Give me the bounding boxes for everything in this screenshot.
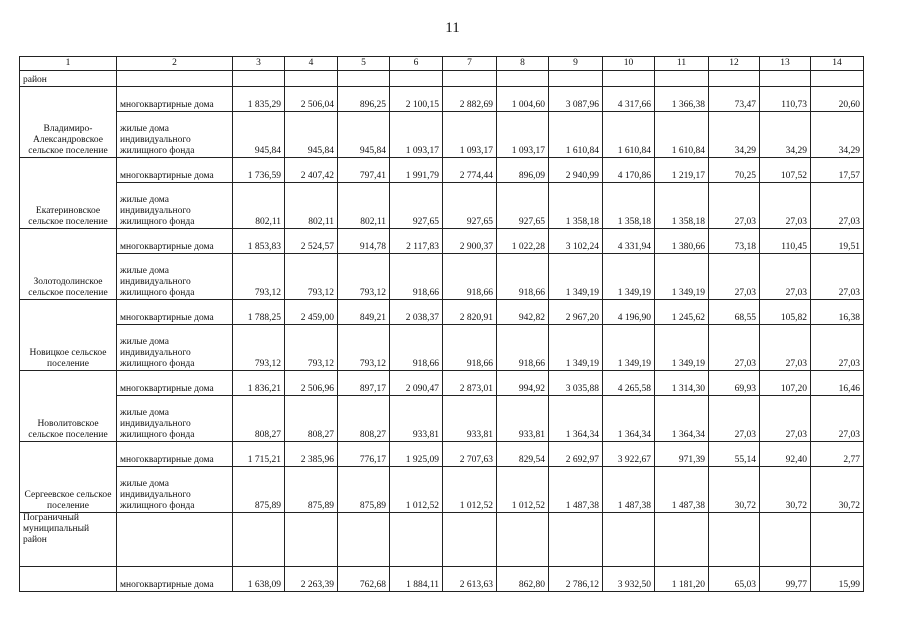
value-cell: 2 090,47 xyxy=(390,371,443,396)
value-cell: 34,29 xyxy=(811,112,864,158)
value-cell: 914,78 xyxy=(338,229,390,254)
table-row xyxy=(20,71,864,87)
value-cell: 945,84 xyxy=(338,112,390,158)
value-cell: 34,29 xyxy=(709,112,760,158)
value-cell: 15,99 xyxy=(811,567,864,592)
column-header: 8 xyxy=(497,57,549,71)
district-name: Пограничный муниципальный район xyxy=(20,513,117,567)
value-cell: 4 331,94 xyxy=(603,229,655,254)
empty-cell xyxy=(760,71,811,87)
table-row xyxy=(20,396,864,442)
empty-cell xyxy=(497,513,549,567)
empty-cell xyxy=(285,513,338,567)
value-cell: 1 736,59 xyxy=(233,158,285,183)
value-cell: 3 922,67 xyxy=(603,442,655,467)
empty-cell xyxy=(549,513,603,567)
value-cell: 92,40 xyxy=(760,442,811,467)
value-cell: 1 925,09 xyxy=(390,442,443,467)
empty-cell xyxy=(655,71,709,87)
table-row xyxy=(20,325,864,371)
empty-cell xyxy=(443,71,497,87)
value-cell: 927,65 xyxy=(443,183,497,229)
housing-type-individual: жилые дома индивидуального жилищного фонда xyxy=(117,112,233,158)
value-cell: 65,03 xyxy=(709,567,760,592)
value-cell: 862,80 xyxy=(497,567,549,592)
value-cell: 1 364,34 xyxy=(603,396,655,442)
value-cell: 1 349,19 xyxy=(549,254,603,300)
value-cell: 1 835,29 xyxy=(233,87,285,112)
value-cell: 1 836,21 xyxy=(233,371,285,396)
column-header: 6 xyxy=(390,57,443,71)
value-cell: 1 004,60 xyxy=(497,87,549,112)
value-cell: 942,82 xyxy=(497,300,549,325)
settlement-name: Екатериновское сельское поселение xyxy=(20,158,117,229)
value-cell: 1 366,38 xyxy=(655,87,709,112)
empty-cell xyxy=(390,513,443,567)
empty-cell xyxy=(233,513,285,567)
value-cell: 802,11 xyxy=(338,183,390,229)
value-cell: 34,29 xyxy=(760,112,811,158)
value-cell: 1 093,17 xyxy=(443,112,497,158)
value-cell: 3 035,88 xyxy=(549,371,603,396)
value-cell: 2 873,01 xyxy=(443,371,497,396)
value-cell: 793,12 xyxy=(338,254,390,300)
value-cell: 918,66 xyxy=(443,325,497,371)
value-cell: 849,21 xyxy=(338,300,390,325)
district-name-cont: район xyxy=(20,71,117,87)
housing-type-mkd: многоквартирные дома xyxy=(117,567,233,592)
value-cell: 1 364,34 xyxy=(549,396,603,442)
value-cell: 4 196,90 xyxy=(603,300,655,325)
value-cell: 19,51 xyxy=(811,229,864,254)
empty-cell xyxy=(20,567,117,592)
settlement-name: Золотодолинское сельское поселение xyxy=(20,229,117,300)
value-cell: 896,09 xyxy=(497,158,549,183)
table-row xyxy=(20,371,864,396)
value-cell: 73,18 xyxy=(709,229,760,254)
value-cell: 1 093,17 xyxy=(390,112,443,158)
value-cell: 1 853,83 xyxy=(233,229,285,254)
value-cell: 16,46 xyxy=(811,371,864,396)
value-cell: 933,81 xyxy=(443,396,497,442)
value-cell: 2 882,69 xyxy=(443,87,497,112)
value-cell: 918,66 xyxy=(497,325,549,371)
value-cell: 1 022,28 xyxy=(497,229,549,254)
value-cell: 918,66 xyxy=(443,254,497,300)
table-row xyxy=(20,87,864,112)
column-header: 3 xyxy=(233,57,285,71)
value-cell: 918,66 xyxy=(390,254,443,300)
value-cell: 27,03 xyxy=(709,183,760,229)
housing-type-individual: жилые дома индивидуального жилищного фонда xyxy=(117,183,233,229)
settlement-name: Новицкое сельское поселение xyxy=(20,300,117,371)
value-cell: 1 715,21 xyxy=(233,442,285,467)
table-row xyxy=(20,442,864,467)
value-cell: 1 349,19 xyxy=(603,254,655,300)
empty-cell xyxy=(443,513,497,567)
value-cell: 27,03 xyxy=(760,396,811,442)
value-cell: 2 100,15 xyxy=(390,87,443,112)
value-cell: 1 349,19 xyxy=(603,325,655,371)
housing-type-individual: жилые дома индивидуального жилищного фонда xyxy=(117,396,233,442)
table-row xyxy=(20,229,864,254)
value-cell: 808,27 xyxy=(233,396,285,442)
value-cell: 2 692,97 xyxy=(549,442,603,467)
housing-type-individual: жилые дома индивидуального жилищного фонда xyxy=(117,325,233,371)
value-cell: 2 940,99 xyxy=(549,158,603,183)
value-cell: 933,81 xyxy=(390,396,443,442)
empty-cell xyxy=(285,71,338,87)
value-cell: 30,72 xyxy=(760,467,811,513)
value-cell: 808,27 xyxy=(338,396,390,442)
value-cell: 1 884,11 xyxy=(390,567,443,592)
value-cell: 971,39 xyxy=(655,442,709,467)
value-cell: 27,03 xyxy=(811,396,864,442)
value-cell: 1 093,17 xyxy=(497,112,549,158)
empty-cell xyxy=(655,513,709,567)
empty-cell xyxy=(811,71,864,87)
value-cell: 27,03 xyxy=(811,183,864,229)
value-cell: 1 219,17 xyxy=(655,158,709,183)
value-cell: 793,12 xyxy=(285,254,338,300)
value-cell: 1 349,19 xyxy=(655,325,709,371)
value-cell: 875,89 xyxy=(338,467,390,513)
value-cell: 2 506,96 xyxy=(285,371,338,396)
value-cell: 27,03 xyxy=(760,183,811,229)
column-header: 12 xyxy=(709,57,760,71)
value-cell: 2 900,37 xyxy=(443,229,497,254)
value-cell: 776,17 xyxy=(338,442,390,467)
empty-cell xyxy=(117,71,233,87)
empty-cell xyxy=(497,71,549,87)
table-row xyxy=(20,467,864,513)
column-header: 14 xyxy=(811,57,864,71)
settlement-name: Новолитовское сельское поселение xyxy=(20,371,117,442)
settlement-name: Сергеевское сельское поселение xyxy=(20,442,117,513)
value-cell: 27,03 xyxy=(709,396,760,442)
value-cell: 69,93 xyxy=(709,371,760,396)
value-cell: 1 610,84 xyxy=(549,112,603,158)
empty-cell xyxy=(811,513,864,567)
value-cell: 1 358,18 xyxy=(603,183,655,229)
value-cell: 1 364,34 xyxy=(655,396,709,442)
value-cell: 1 181,20 xyxy=(655,567,709,592)
housing-type-mkd: многоквартирные дома xyxy=(117,158,233,183)
table-row xyxy=(20,513,864,567)
value-cell: 2 613,63 xyxy=(443,567,497,592)
value-cell: 793,12 xyxy=(338,325,390,371)
value-cell: 927,65 xyxy=(390,183,443,229)
value-cell: 1 012,52 xyxy=(443,467,497,513)
value-cell: 1 487,38 xyxy=(655,467,709,513)
value-cell: 1 358,18 xyxy=(549,183,603,229)
column-header: 13 xyxy=(760,57,811,71)
value-cell: 1 610,84 xyxy=(603,112,655,158)
value-cell: 897,17 xyxy=(338,371,390,396)
value-cell: 110,45 xyxy=(760,229,811,254)
empty-cell xyxy=(603,71,655,87)
value-cell: 4 265,58 xyxy=(603,371,655,396)
value-cell: 797,41 xyxy=(338,158,390,183)
value-cell: 2 117,83 xyxy=(390,229,443,254)
table-row xyxy=(20,300,864,325)
value-cell: 1 012,52 xyxy=(390,467,443,513)
table-row xyxy=(20,254,864,300)
value-cell: 70,25 xyxy=(709,158,760,183)
housing-type-mkd: многоквартирные дома xyxy=(117,87,233,112)
value-cell: 808,27 xyxy=(285,396,338,442)
value-cell: 110,73 xyxy=(760,87,811,112)
table-row xyxy=(20,57,864,71)
value-cell: 3 102,24 xyxy=(549,229,603,254)
value-cell: 793,12 xyxy=(285,325,338,371)
value-cell: 1 245,62 xyxy=(655,300,709,325)
column-header: 9 xyxy=(549,57,603,71)
housing-type-mkd: многоквартирные дома xyxy=(117,442,233,467)
value-cell: 107,20 xyxy=(760,371,811,396)
housing-type-mkd: многоквартирные дома xyxy=(117,371,233,396)
column-header: 1 xyxy=(20,57,117,71)
value-cell: 2 407,42 xyxy=(285,158,338,183)
value-cell: 2 459,00 xyxy=(285,300,338,325)
value-cell: 802,11 xyxy=(233,183,285,229)
value-cell: 994,92 xyxy=(497,371,549,396)
housing-type-individual: жилые дома индивидуального жилищного фонда xyxy=(117,467,233,513)
value-cell: 1 349,19 xyxy=(549,325,603,371)
value-cell: 3 087,96 xyxy=(549,87,603,112)
table-row xyxy=(20,567,864,592)
value-cell: 73,47 xyxy=(709,87,760,112)
value-cell: 793,12 xyxy=(233,254,285,300)
value-cell: 27,03 xyxy=(760,325,811,371)
value-cell: 1 380,66 xyxy=(655,229,709,254)
column-header: 5 xyxy=(338,57,390,71)
value-cell: 875,89 xyxy=(285,467,338,513)
value-cell: 2 038,37 xyxy=(390,300,443,325)
value-cell: 945,84 xyxy=(285,112,338,158)
value-cell: 1 788,25 xyxy=(233,300,285,325)
value-cell: 927,65 xyxy=(497,183,549,229)
value-cell: 762,68 xyxy=(338,567,390,592)
value-cell: 99,77 xyxy=(760,567,811,592)
empty-cell xyxy=(390,71,443,87)
value-cell: 27,03 xyxy=(811,254,864,300)
value-cell: 1 012,52 xyxy=(497,467,549,513)
value-cell: 1 991,79 xyxy=(390,158,443,183)
value-cell: 875,89 xyxy=(233,467,285,513)
value-cell: 2 820,91 xyxy=(443,300,497,325)
table-row xyxy=(20,183,864,229)
value-cell: 1 638,09 xyxy=(233,567,285,592)
value-cell: 4 317,66 xyxy=(603,87,655,112)
empty-cell xyxy=(117,513,233,567)
value-cell: 802,11 xyxy=(285,183,338,229)
value-cell: 2 707,63 xyxy=(443,442,497,467)
value-cell: 27,03 xyxy=(709,325,760,371)
column-header: 2 xyxy=(117,57,233,71)
column-header: 10 xyxy=(603,57,655,71)
value-cell: 896,25 xyxy=(338,87,390,112)
empty-cell xyxy=(549,71,603,87)
table-body xyxy=(20,57,864,592)
value-cell: 68,55 xyxy=(709,300,760,325)
column-header: 7 xyxy=(443,57,497,71)
housing-type-mkd: многоквартирные дома xyxy=(117,229,233,254)
empty-cell xyxy=(709,71,760,87)
value-cell: 17,57 xyxy=(811,158,864,183)
empty-cell xyxy=(338,513,390,567)
settlement-name: Владимиро-Александровское сельское поселение xyxy=(20,87,117,158)
value-cell: 20,60 xyxy=(811,87,864,112)
value-cell: 1 487,38 xyxy=(549,467,603,513)
value-cell: 30,72 xyxy=(811,467,864,513)
value-cell: 945,84 xyxy=(233,112,285,158)
value-cell: 30,72 xyxy=(709,467,760,513)
empty-cell xyxy=(709,513,760,567)
value-cell: 793,12 xyxy=(233,325,285,371)
value-cell: 1 314,30 xyxy=(655,371,709,396)
value-cell: 16,38 xyxy=(811,300,864,325)
tariff-table xyxy=(19,56,864,592)
value-cell: 2 524,57 xyxy=(285,229,338,254)
empty-cell xyxy=(338,71,390,87)
housing-type-mkd: многоквартирные дома xyxy=(117,300,233,325)
value-cell: 107,52 xyxy=(760,158,811,183)
empty-cell xyxy=(603,513,655,567)
value-cell: 1 349,19 xyxy=(655,254,709,300)
value-cell: 27,03 xyxy=(709,254,760,300)
value-cell: 2,77 xyxy=(811,442,864,467)
value-cell: 27,03 xyxy=(760,254,811,300)
value-cell: 2 967,20 xyxy=(549,300,603,325)
value-cell: 1 487,38 xyxy=(603,467,655,513)
value-cell: 2 774,44 xyxy=(443,158,497,183)
value-cell: 3 932,50 xyxy=(603,567,655,592)
empty-cell xyxy=(233,71,285,87)
value-cell: 2 263,39 xyxy=(285,567,338,592)
value-cell: 1 610,84 xyxy=(655,112,709,158)
value-cell: 55,14 xyxy=(709,442,760,467)
value-cell: 27,03 xyxy=(811,325,864,371)
empty-cell xyxy=(760,513,811,567)
value-cell: 933,81 xyxy=(497,396,549,442)
value-cell: 1 358,18 xyxy=(655,183,709,229)
value-cell: 105,82 xyxy=(760,300,811,325)
value-cell: 2 385,96 xyxy=(285,442,338,467)
value-cell: 918,66 xyxy=(497,254,549,300)
value-cell: 2 786,12 xyxy=(549,567,603,592)
column-header: 4 xyxy=(285,57,338,71)
value-cell: 829,54 xyxy=(497,442,549,467)
column-header: 11 xyxy=(655,57,709,71)
page-number: 11 xyxy=(445,20,460,36)
table-row xyxy=(20,112,864,158)
table-row xyxy=(20,158,864,183)
value-cell: 4 170,86 xyxy=(603,158,655,183)
value-cell: 2 506,04 xyxy=(285,87,338,112)
value-cell: 918,66 xyxy=(390,325,443,371)
housing-type-individual: жилые дома индивидуального жилищного фонда xyxy=(117,254,233,300)
